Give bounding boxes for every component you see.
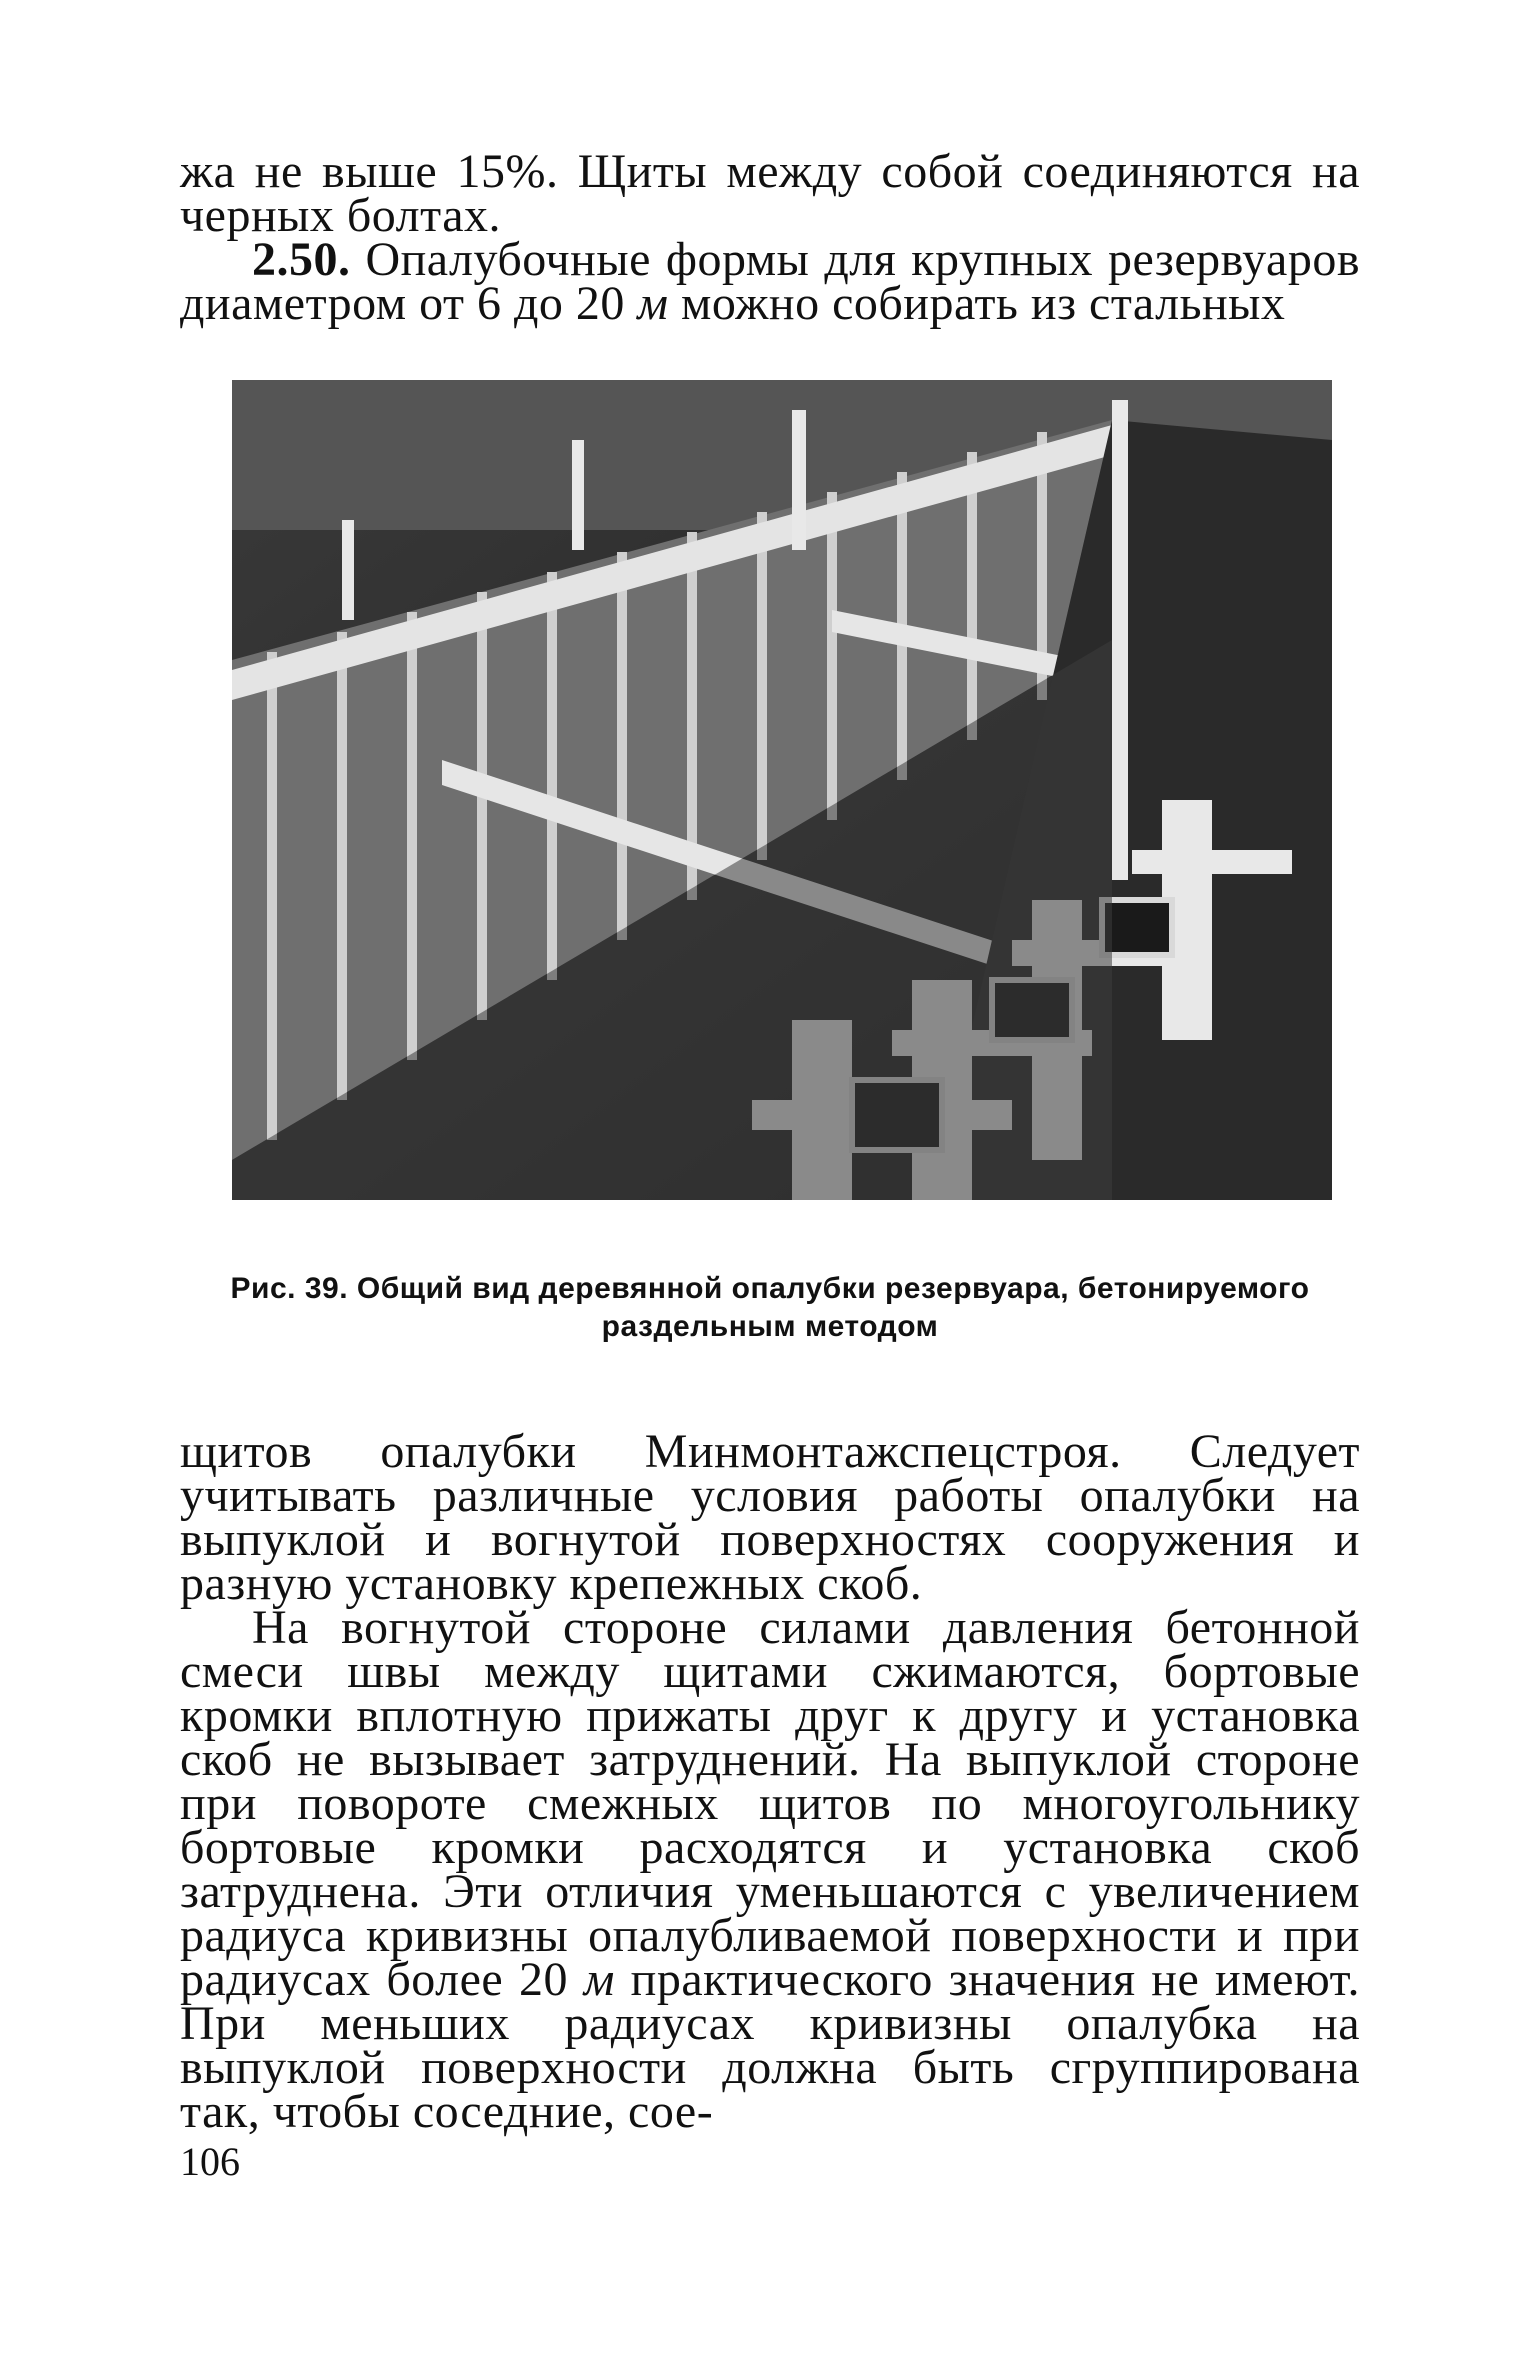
- paragraph-continuation: жа не выше 15%. Щиты между собой соединяются на черных болтах.: [180, 145, 1360, 242]
- page-number: 106: [180, 2139, 240, 2184]
- paragraph-1: щитов опалубки Минмонтажспецстроя. Следует учитывать различные условия работы опалубки на выпуклой и вогнутой поверхностях сооружения и разную установку крепежных скоб.: [180, 1425, 1360, 1610]
- section-number: 2.50.: [252, 233, 351, 286]
- paragraph-2-before-unit: На вогнутой стороне силами давления бетонной смеси швы между щитами сжимаются, бортовые кромки вплотную прижаты друг к другу и установка скоб не вызывает затруднений. На выпуклой стороне при повороте смежных щитов по многоугольнику бортовые кромки расходятся и установка скоб затруднена. Эти отличия уменьшаются с увеличением радиуса кривизны опалубливаемой поверхности и при радиусах более 20: [180, 1601, 1360, 2006]
- formwork-photo: [232, 380, 1332, 1200]
- section-text-after-unit: можно собирать из стальных: [681, 277, 1286, 330]
- paragraph-2: [180, 1601, 1361, 2138]
- paragraph-section-2-50: [180, 233, 1360, 330]
- paragraph-2-unit: м: [583, 1953, 615, 2006]
- formwork-photo-illustration: [232, 380, 1332, 1200]
- paragraph-2-after-unit: практического значения не имеют. При меньших радиусах кривизны опалубка на выпуклой поверхности должна быть сгруппирована так, чтобы соседние, сое-: [180, 1953, 1361, 2138]
- figure-caption: Рис. 39. Общий вид деревянной опалубки резервуара, бетонируемого раздельным методом: [230, 1272, 1310, 1343]
- main-text-block: [180, 1425, 1361, 2138]
- section-text-before-unit: Опалубочные формы для крупных резервуаров диаметром от 6 до 20: [180, 233, 1360, 330]
- unit-meters: м: [637, 277, 669, 330]
- top-text-block: [180, 145, 1360, 330]
